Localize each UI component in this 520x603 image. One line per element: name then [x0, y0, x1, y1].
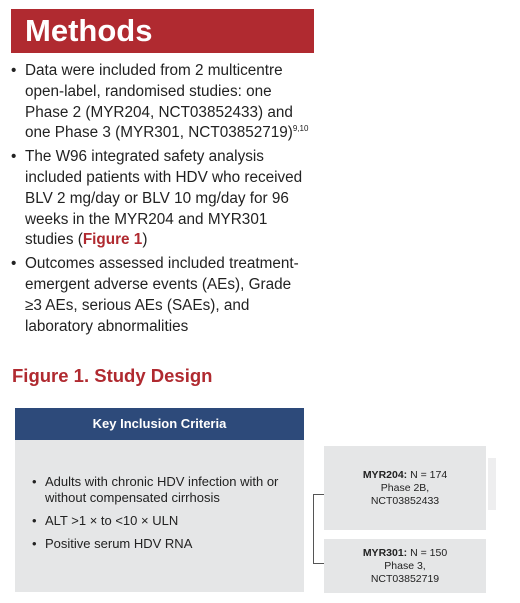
study-name: MYR301:	[362, 546, 408, 559]
bullet-marker: •	[11, 148, 17, 166]
study-line-1	[324, 547, 486, 560]
criteria-list	[31, 474, 293, 559]
bullet-marker: •	[11, 62, 17, 79]
methods-title: Methods	[25, 13, 153, 48]
bullet-marker: •	[11, 255, 17, 273]
bullet-item	[10, 147, 310, 251]
bullet-text: Outcomes assessed included treatment-emergent adverse events (AEs), Grade ≥3 AEs, serious AEs (SAEs), and laboratory abnormalities	[25, 255, 299, 335]
bullet-item	[10, 61, 310, 144]
bullet-text-end: )	[142, 231, 148, 249]
study-box-myr301	[324, 539, 486, 593]
study-n: N = 150	[410, 546, 448, 559]
study-nct: NCT03852433	[370, 494, 440, 507]
bullet-item	[10, 254, 310, 337]
inclusion-criteria-header: Key Inclusion Criteria	[15, 408, 304, 440]
study-box-myr204	[324, 446, 486, 530]
criteria-item	[31, 474, 293, 506]
bullet-marker: •	[32, 536, 37, 551]
study-phase: Phase 3,	[384, 559, 426, 572]
criteria-item	[31, 513, 293, 529]
figure-link[interactable]: Figure 1	[82, 231, 143, 249]
study-n: N = 174	[410, 468, 448, 481]
bullet-marker: •	[32, 513, 37, 528]
bullet-text: Data were included from 2 multicentre open-label, randomised studies: one Phase 2 (MYR204, NCT03852433) and one Phase 3 (MYR301, NCT03852719)	[25, 62, 293, 142]
inclusion-criteria-panel	[15, 440, 304, 592]
bullet-text: The W96 integrated safety analysis included patients with HDV who received BLV 2 mg/day or BLV 10 mg/day for 96 weeks in the MYR204 and MYR301 studies (	[25, 148, 303, 249]
bracket-connector-top	[313, 494, 324, 495]
methods-bullet-list	[10, 61, 310, 340]
study-phase: Phase 2B,	[380, 481, 430, 494]
study-nct: NCT03852719	[370, 572, 440, 585]
cropped-panel-edge	[488, 458, 496, 510]
criteria-text: Positive serum HDV RNA	[45, 536, 193, 551]
methods-banner	[11, 9, 314, 53]
bracket-connector-bottom	[313, 563, 324, 564]
bracket-connector-vertical	[313, 494, 314, 564]
bullet-marker: •	[32, 474, 37, 489]
figure-heading: Figure 1. Study Design	[12, 365, 213, 386]
criteria-text: ALT >1 × to <10 × ULN	[45, 513, 179, 528]
study-line-1	[324, 469, 486, 482]
citation-superscript: 9,10	[292, 124, 309, 134]
criteria-text: Adults with chronic HDV infection with or without compensated cirrhosis	[45, 474, 279, 505]
criteria-item	[31, 536, 293, 552]
study-name: MYR204:	[362, 468, 408, 481]
